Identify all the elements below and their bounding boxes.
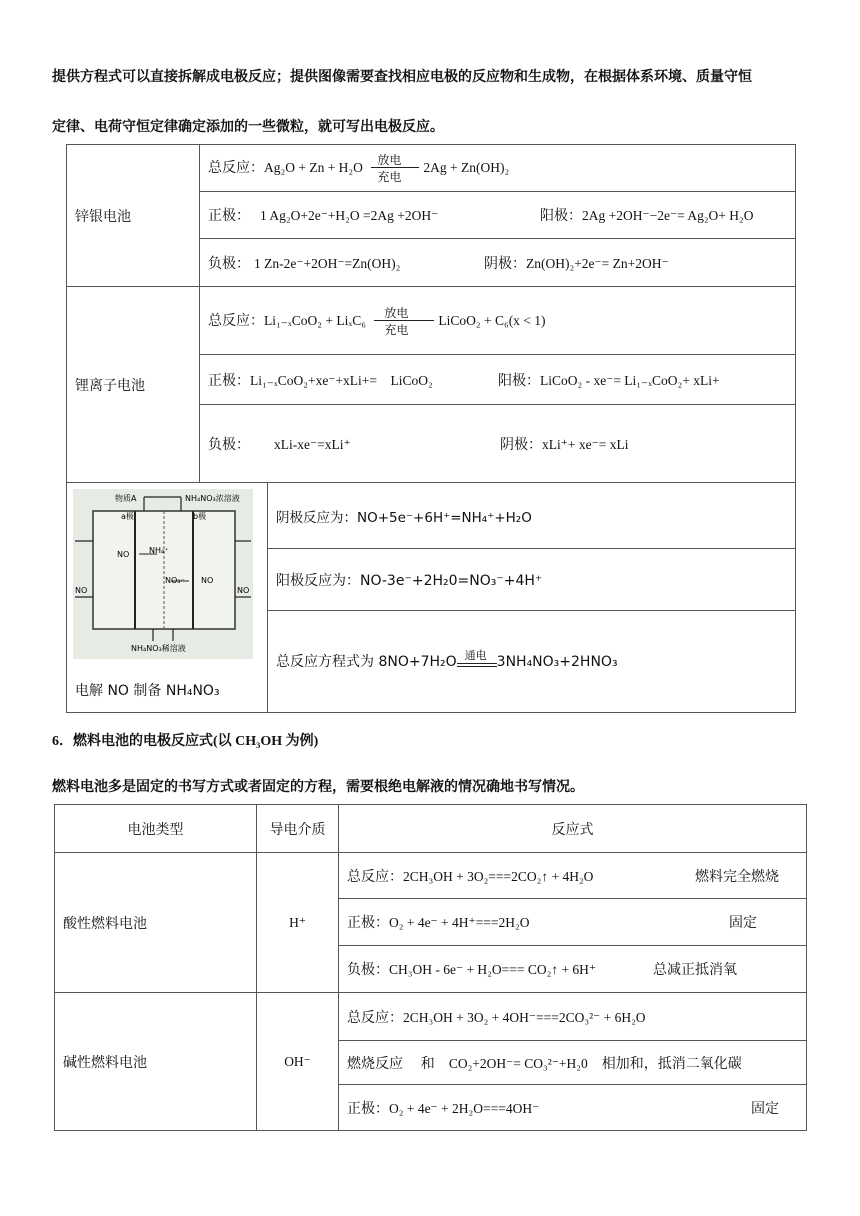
- row-note: 相加和，抵消二氧化碳: [601, 1055, 742, 1072]
- arrow-top: 放电: [377, 153, 402, 167]
- zinc-silver-neg-cathode: [200, 239, 796, 287]
- fig-nh4: NH₄⁺: [149, 546, 169, 555]
- intro-line-2: 定律、电荷守恒定律确定添加的一些微粒，就可写出电极反应。: [52, 119, 444, 135]
- zinc-silver-total-rhs: 2Ag + Zn(OH)₂: [423, 160, 510, 175]
- condition-text: 通电: [464, 648, 487, 662]
- zinc-silver-name: 锌银电池: [67, 145, 200, 287]
- alkaline-row-2: [339, 1085, 807, 1131]
- electrolysis-figure-cell: [67, 483, 268, 713]
- electrolysis-anode: [268, 549, 796, 611]
- row-eq: O₂ + 4e⁻ + 4H⁺===2H₂O: [389, 915, 530, 930]
- zinc-silver-pos-anode: [200, 192, 796, 239]
- alkaline-name: 碱性燃料电池: [55, 993, 257, 1131]
- header-reaction: 反应式: [339, 805, 807, 853]
- pos-eq: Li₁₋ₓCoO₂+xe⁻+xLi+= LiCoO₂: [250, 372, 433, 388]
- discharge-charge-arrow: [372, 306, 436, 336]
- electrolysis-condition: [457, 649, 497, 675]
- pos-eq: 1 Ag₂O+2e⁻+H₂O =2Ag +2OH⁻: [260, 208, 439, 223]
- arrow-bottom: 充电: [377, 170, 402, 184]
- fig-substance-a: 物质A: [115, 494, 137, 503]
- fig-no3: NO₃⁻: [165, 576, 185, 585]
- row-eq: 2CH₃OH + 3O₂ + 4OH⁻===2CO₃²⁻ + 6H₂O: [403, 1009, 646, 1025]
- battery-table: [66, 144, 796, 713]
- row-note: 总减正抵消氧: [653, 962, 737, 978]
- row-label: 燃烧反应 和: [347, 1055, 435, 1072]
- fig-no-in-left: NO: [75, 586, 88, 595]
- anode-label: 阳极：: [498, 372, 540, 389]
- cathode-label: 阴极：: [484, 255, 526, 272]
- total-label: 总反应：: [208, 160, 264, 176]
- total-rhs: 3NH₄NO₃+2HNO₃: [496, 653, 618, 670]
- electrolysis-caption: 电解 NO 制备 NH₄NO₃: [75, 683, 220, 699]
- total-label: 总反应：: [208, 312, 264, 329]
- zinc-silver-total: [200, 145, 796, 192]
- section-6-desc: 燃料电池多是固定的书写方式或者固定的方程，需要根绝电解液的情况确地书写情况。: [52, 779, 584, 795]
- fig-a-pole: a极: [121, 512, 134, 521]
- cathode-eq: 阴极反应为：NO+5e⁻+6H⁺=NH₄⁺+H₂O: [276, 509, 532, 526]
- discharge-charge-arrow: [369, 153, 421, 183]
- anode-eq: 2Ag +2OH⁻−2e⁻= Ag₂O+ H₂O: [582, 208, 754, 223]
- neg-eq: xLi-xe⁻=xLi⁺: [274, 436, 351, 452]
- row-eq: O₂ + 4e⁻ + 2H₂O===4OH⁻: [389, 1100, 540, 1116]
- lithium-total-lhs: Li₁₋ₓCoO₂ + LiₓC₆: [264, 312, 366, 328]
- header-type: 电池类型: [55, 805, 257, 853]
- row-eq: CO₂+2OH⁻= CO₃²⁻+H₂0: [448, 1055, 588, 1071]
- electrolysis-total: [268, 611, 796, 713]
- acid-medium: H⁺: [257, 853, 339, 993]
- row-label: 负极：: [347, 962, 389, 978]
- fig-dilute: NH₄NO₃稀溶液: [131, 644, 186, 653]
- row-note: 固定: [729, 915, 757, 931]
- neg-label: 负极：: [208, 255, 250, 272]
- fig-b-pole: b极: [193, 512, 207, 521]
- anode-label: 阳极：: [540, 208, 582, 224]
- section-6-heading: 6．燃料电池的电极反应式(以 CH₃OH 为例): [52, 734, 319, 749]
- pos-label: 正极：: [208, 372, 250, 389]
- intro-line-1: 提供方程式可以直接拆解成电极反应；提供图像需要查找相应电极的反应物和生成物，在根据体系环境、质量守恒: [52, 69, 752, 85]
- acid-row-2: [339, 946, 807, 993]
- cathode-eq: Zn(OH)₂+2e⁻= Zn+2OH⁻: [526, 255, 669, 271]
- lithium-total-rhs: LiCoO₂ + C₆(x < 1): [438, 312, 546, 328]
- alkaline-row-0: [339, 993, 807, 1041]
- alkaline-row-1: [339, 1041, 807, 1085]
- row-note: 燃料完全燃烧: [695, 868, 779, 885]
- anode-eq: LiCoO₂ - xe⁻= Li₁₋ₓCoO₂+ xLi+: [540, 372, 720, 388]
- acid-name: 酸性燃料电池: [55, 853, 257, 993]
- cathode-eq: xLi⁺+ xe⁻= xLi: [542, 436, 629, 452]
- fig-conc: NH₄NO₃浓溶液: [185, 494, 240, 503]
- electrolysis-diagram: [73, 489, 253, 659]
- row-eq: 2CH₃OH + 3O₂===2CO₂↑ + 4H₂O: [403, 868, 594, 884]
- zinc-silver-total-lhs: Ag₂O + Zn + H₂O: [264, 160, 363, 175]
- lithium-total: [200, 287, 796, 355]
- header-medium: 导电介质: [257, 805, 339, 853]
- neg-label: 负极：: [208, 436, 250, 453]
- row-label: 总反应：: [347, 868, 403, 885]
- acid-row-1: [339, 899, 807, 946]
- row-note: 固定: [751, 1100, 779, 1117]
- cathode-label: 阴极：: [500, 436, 542, 453]
- row-label: 正极：: [347, 915, 389, 931]
- pos-label: 正极：: [208, 208, 250, 224]
- total-label: 总反应方程式为 8NO+7H₂O: [276, 653, 457, 670]
- electrolysis-cathode: [268, 483, 796, 549]
- fig-no-in-right: NO: [237, 586, 250, 595]
- arrow-top: 放电: [384, 305, 409, 320]
- neg-eq: 1 Zn-2e⁻+2OH⁻=Zn(OH)₂: [254, 255, 401, 271]
- lithium-neg-cathode: [200, 405, 796, 483]
- fig-no-left: NO: [117, 550, 130, 559]
- arrow-bottom: 充电: [384, 322, 409, 337]
- row-label: 正极：: [347, 1100, 389, 1117]
- lithium-ion-name: 锂离子电池: [67, 287, 200, 483]
- acid-row-0: [339, 853, 807, 899]
- row-label: 总反应：: [347, 1009, 403, 1026]
- row-eq: CH₃OH - 6e⁻ + H₂O=== CO₂↑ + 6H⁺: [389, 962, 597, 977]
- lithium-pos-anode: [200, 355, 796, 405]
- alkaline-medium: OH⁻: [257, 993, 339, 1131]
- anode-eq: 阳极反应为：NO-3e⁻+2H₂0=NO₃⁻+4H⁺: [276, 572, 543, 589]
- fuel-cell-table: [54, 804, 807, 1131]
- fig-no-right: NO: [201, 576, 214, 585]
